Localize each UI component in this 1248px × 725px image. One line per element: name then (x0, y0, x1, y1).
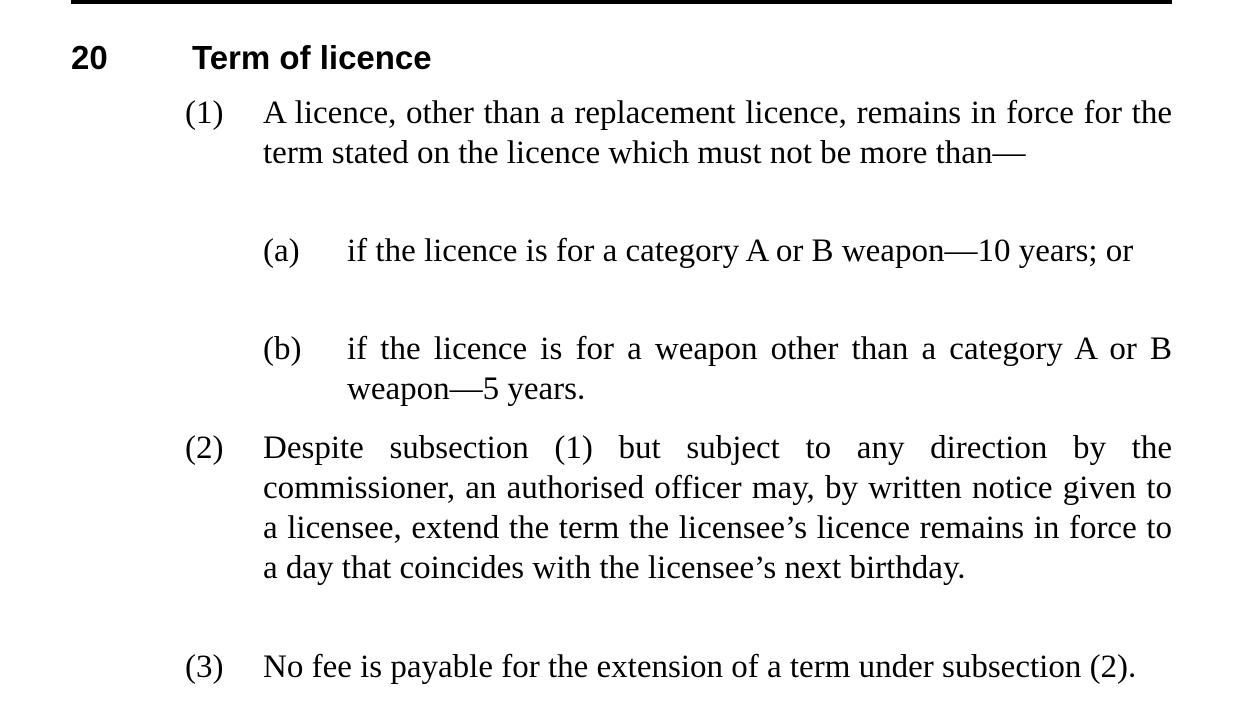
subsection-text: Despite subsection (1) but subject to any direction by the commissioner, an authorised officer may, by written notice given to a licensee, extend the term the licensee’s licence remains in force to a day that coincides with the licensee’s next birthday. (263, 430, 1172, 586)
subsection-text: A licence, other than a replacement licence, remains in force for the term stated on the licence which must not be more than— (263, 95, 1172, 171)
section-title: Term of licence (192, 39, 432, 76)
section-number: 20 (71, 39, 108, 76)
subsection-label: (3) (185, 649, 224, 685)
paragraph-text: if the licence is for a weapon other than a category A or B weapon—5 years. (347, 331, 1172, 407)
paragraph-label: (b) (263, 331, 302, 367)
subsection-text: No fee is payable for the extension of a term under subsection (2). (263, 649, 1137, 685)
top-rule (71, 0, 1172, 4)
subsection-label: (2) (185, 430, 224, 466)
subsection-label: (1) (185, 95, 224, 131)
paragraph-label: (a) (263, 233, 300, 269)
paragraph-text: if the licence is for a category A or B weapon—10 years; or (347, 233, 1134, 269)
